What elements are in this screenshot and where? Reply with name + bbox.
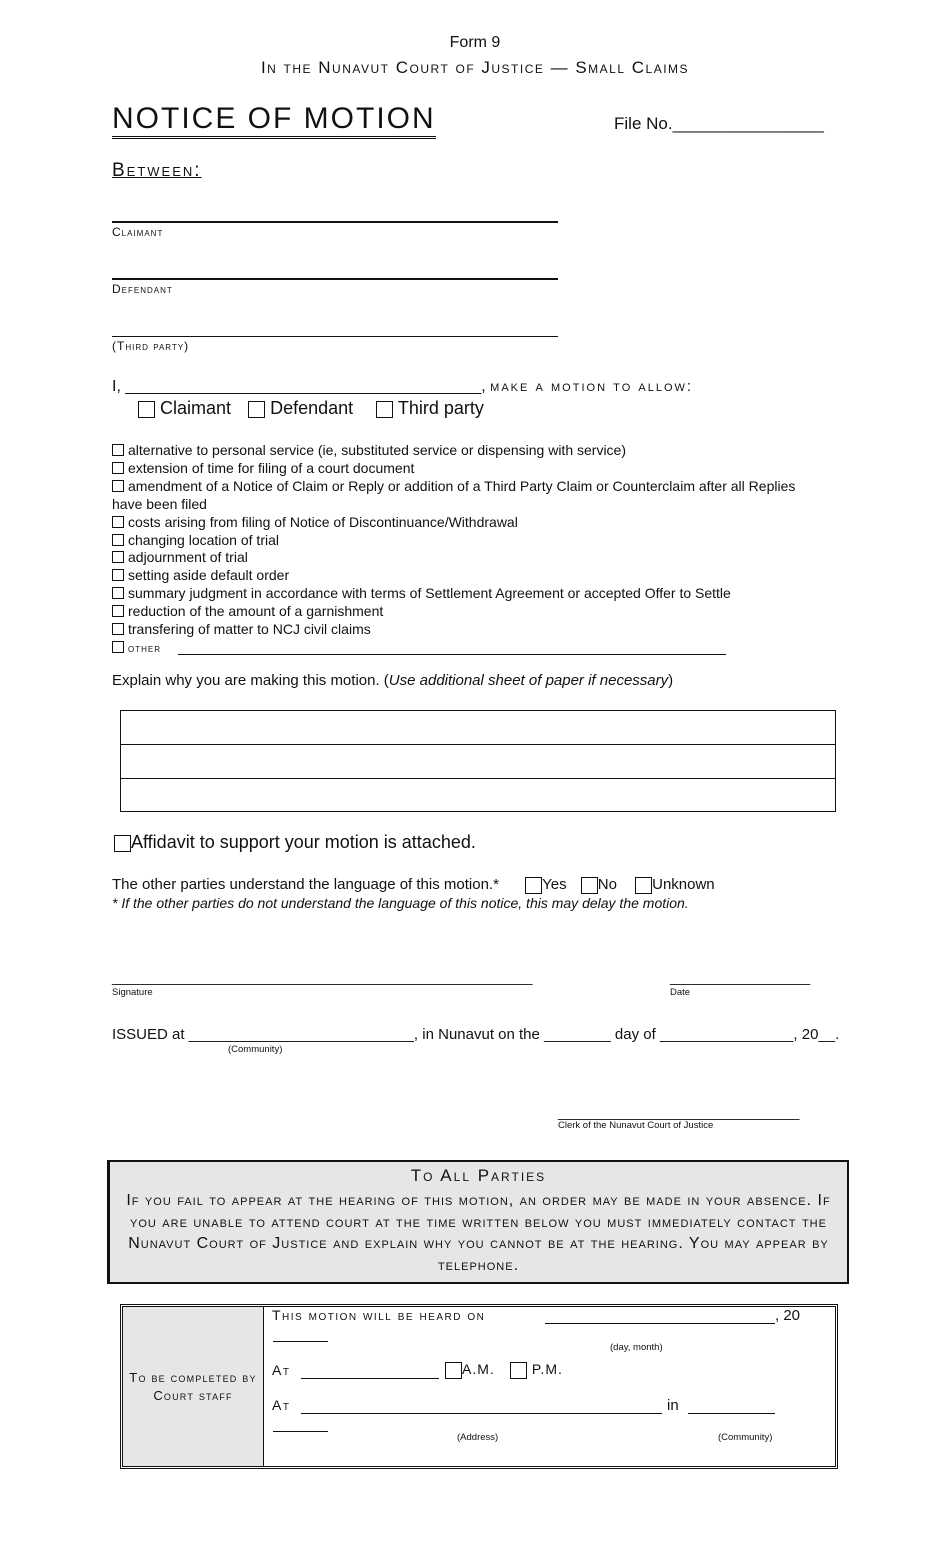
at-time-label: At xyxy=(272,1362,291,1378)
motion-option-other[interactable] xyxy=(112,638,161,657)
party-option-third-party[interactable] xyxy=(376,398,484,418)
heard-on-date-field[interactable] xyxy=(545,1323,775,1324)
checkbox-icon[interactable] xyxy=(112,444,124,456)
file-number-field[interactable]: ________________ xyxy=(672,114,824,133)
checkbox-icon[interactable] xyxy=(112,551,124,563)
language-option-label: Yes xyxy=(542,876,567,893)
in-label: in xyxy=(667,1397,679,1414)
explain-italic: Use additional sheet of paper if necessary xyxy=(388,672,669,689)
between-label: Between: xyxy=(112,160,202,181)
checkbox-icon[interactable] xyxy=(376,401,393,418)
notice-heading: To All Parties xyxy=(410,1166,547,1185)
motion-option[interactable] xyxy=(112,566,289,584)
date-label: Date xyxy=(670,987,691,998)
motion-intro-suffix: make a motion to allow: xyxy=(490,378,694,395)
checkbox-icon[interactable] xyxy=(581,877,598,894)
language-option-label: No xyxy=(597,876,617,893)
motion-option-label: summary judgment in accordance with terms of Settlement Agreement or accepted Offer to Settle xyxy=(128,585,731,601)
motion-intro-name-field[interactable]: I, ________________________________________, xyxy=(112,378,486,395)
motion-option-label: transfering of matter to NCJ civil claims xyxy=(128,621,371,637)
issued-line[interactable]: ISSUED at ___________________________, in Nunavut on the ________ day of ________________, 20__. xyxy=(112,1026,840,1043)
issued-community-label: (Community) xyxy=(228,1044,283,1055)
motion-option-label: extension of time for filing of a court document xyxy=(128,460,415,476)
address-label: (Address) xyxy=(457,1432,499,1443)
checkbox-icon[interactable] xyxy=(114,835,131,852)
motion-option-label: reduction of the amount of a garnishment xyxy=(128,603,384,619)
language-question xyxy=(112,876,715,894)
checkbox-icon[interactable] xyxy=(112,516,124,528)
explain-box[interactable] xyxy=(120,710,836,812)
party-option-defendant[interactable] xyxy=(248,398,353,418)
address-field[interactable] xyxy=(301,1413,662,1414)
motion-option-continuation xyxy=(112,495,207,513)
checkbox-icon[interactable] xyxy=(510,1362,527,1379)
court-staff-side-label: To be completed by Court staff xyxy=(129,1369,257,1403)
motion-option[interactable] xyxy=(112,620,371,638)
language-option-no[interactable] xyxy=(581,876,617,893)
checkbox-icon[interactable] xyxy=(112,480,124,492)
other-label: other xyxy=(128,641,161,655)
clerk-signature-field[interactable]: _______________________________ xyxy=(558,1104,800,1120)
affidavit-label: Affidavit to support your motion is attached. xyxy=(131,832,476,852)
date-field[interactable]: __________________ xyxy=(670,969,811,985)
checkbox-icon[interactable] xyxy=(112,587,124,599)
checkbox-icon[interactable] xyxy=(112,641,124,653)
court-staff-side xyxy=(123,1307,264,1466)
motion-option[interactable] xyxy=(112,584,731,602)
pm-label: P.M. xyxy=(531,1361,563,1377)
court-staff-table xyxy=(120,1304,838,1469)
time-field[interactable] xyxy=(301,1378,439,1379)
checkbox-icon[interactable] xyxy=(445,1362,462,1379)
am-label: A.M. xyxy=(462,1361,495,1377)
defendant-field[interactable] xyxy=(112,278,558,280)
motion-option[interactable] xyxy=(112,513,518,531)
checkbox-icon[interactable] xyxy=(112,623,124,635)
motion-option[interactable] xyxy=(112,531,279,549)
third-party-label: (Third party) xyxy=(112,339,190,353)
motion-option-label: alternative to personal service (ie, substituted service or dispensing with service) xyxy=(128,442,627,458)
defendant-label: Defendant xyxy=(112,282,173,296)
third-party-field[interactable] xyxy=(112,336,558,337)
party-options xyxy=(138,398,484,419)
language-question-text: The other parties understand the language of this motion.* xyxy=(112,876,499,893)
motion-option-label: costs arising from filing of Notice of Discontinuance/Withdrawal xyxy=(128,514,518,530)
explain-line[interactable] xyxy=(121,745,835,779)
party-option-label: Defendant xyxy=(270,398,354,418)
form-number: Form 9 xyxy=(449,34,501,51)
explain-close: ) xyxy=(668,672,674,689)
checkbox-icon[interactable] xyxy=(525,877,542,894)
file-number xyxy=(614,114,824,134)
heard-on-year: , 20 xyxy=(775,1307,801,1324)
motion-option[interactable] xyxy=(112,548,248,566)
motion-option-continuation-label: have been filed xyxy=(112,496,207,512)
heard-on-year-field[interactable] xyxy=(273,1341,328,1342)
page-title: NOTICE OF MOTION xyxy=(112,102,436,139)
notice-body: If you fail to appear at the hearing of this motion, an order may be made in your absence. If you are unable to attend court at the time written below you must immediately contact the Nunavut Court of Justice and explain why you cannot be at the hearing. You may appear by telephone. xyxy=(126,1192,831,1274)
day-month-label: (day, month) xyxy=(610,1342,663,1353)
explain-text: Explain why you are making this motion. ( xyxy=(112,672,389,689)
motion-option[interactable] xyxy=(112,477,795,495)
checkbox-icon[interactable] xyxy=(112,605,124,617)
checkbox-icon[interactable] xyxy=(248,401,265,418)
motion-option-label: adjournment of trial xyxy=(128,549,248,565)
claimant-field[interactable] xyxy=(112,221,558,223)
checkbox-icon[interactable] xyxy=(138,401,155,418)
clerk-label: Clerk of the Nunavut Court of Justice xyxy=(558,1120,714,1131)
language-option-label: Unknown xyxy=(652,876,715,893)
language-option-unknown[interactable] xyxy=(635,876,715,893)
court-title: In the Nunavut Court of Justice — Small Claims xyxy=(260,58,690,77)
at-address-label: At xyxy=(272,1397,291,1413)
checkbox-icon[interactable] xyxy=(112,569,124,581)
claimant-label: Claimant xyxy=(112,225,164,239)
address-continuation-field[interactable] xyxy=(273,1431,328,1432)
motion-option[interactable] xyxy=(112,441,626,459)
pm-option[interactable] xyxy=(510,1361,563,1379)
motion-option-label: amendment of a Notice of Claim or Reply or addition of a Third Party Claim or Counterclaim after all Replies xyxy=(128,478,796,494)
motion-option[interactable] xyxy=(112,459,414,477)
checkbox-icon[interactable] xyxy=(635,877,652,894)
explain-instruction xyxy=(112,672,673,689)
motion-intro xyxy=(112,378,693,396)
party-option-claimant[interactable] xyxy=(138,398,231,418)
notice-box xyxy=(107,1160,849,1284)
affidavit-option[interactable] xyxy=(114,832,476,853)
language-option-yes[interactable] xyxy=(525,876,566,893)
signature-label: Signature xyxy=(112,987,153,998)
checkbox-icon[interactable] xyxy=(112,534,124,546)
party-option-label: Third party xyxy=(397,398,484,418)
motion-option-label: setting aside default order xyxy=(128,567,290,583)
am-option[interactable] xyxy=(445,1361,495,1379)
community-field[interactable] xyxy=(688,1413,775,1414)
explain-line[interactable] xyxy=(121,779,835,811)
language-footnote: * If the other parties do not understand the language of this notice, this may delay the motion. xyxy=(112,895,689,911)
heard-on-label: This motion will be heard on xyxy=(272,1307,486,1323)
other-field[interactable] xyxy=(178,654,726,655)
file-number-label: File No. xyxy=(614,114,673,133)
community-label: (Community) xyxy=(718,1432,773,1443)
signature-field[interactable]: ______________________________________________________ xyxy=(112,969,533,985)
motion-option[interactable] xyxy=(112,602,383,620)
party-option-label: Claimant xyxy=(160,398,232,418)
checkbox-icon[interactable] xyxy=(112,462,124,474)
motion-option-label: changing location of trial xyxy=(128,532,279,548)
explain-line[interactable] xyxy=(121,711,835,745)
